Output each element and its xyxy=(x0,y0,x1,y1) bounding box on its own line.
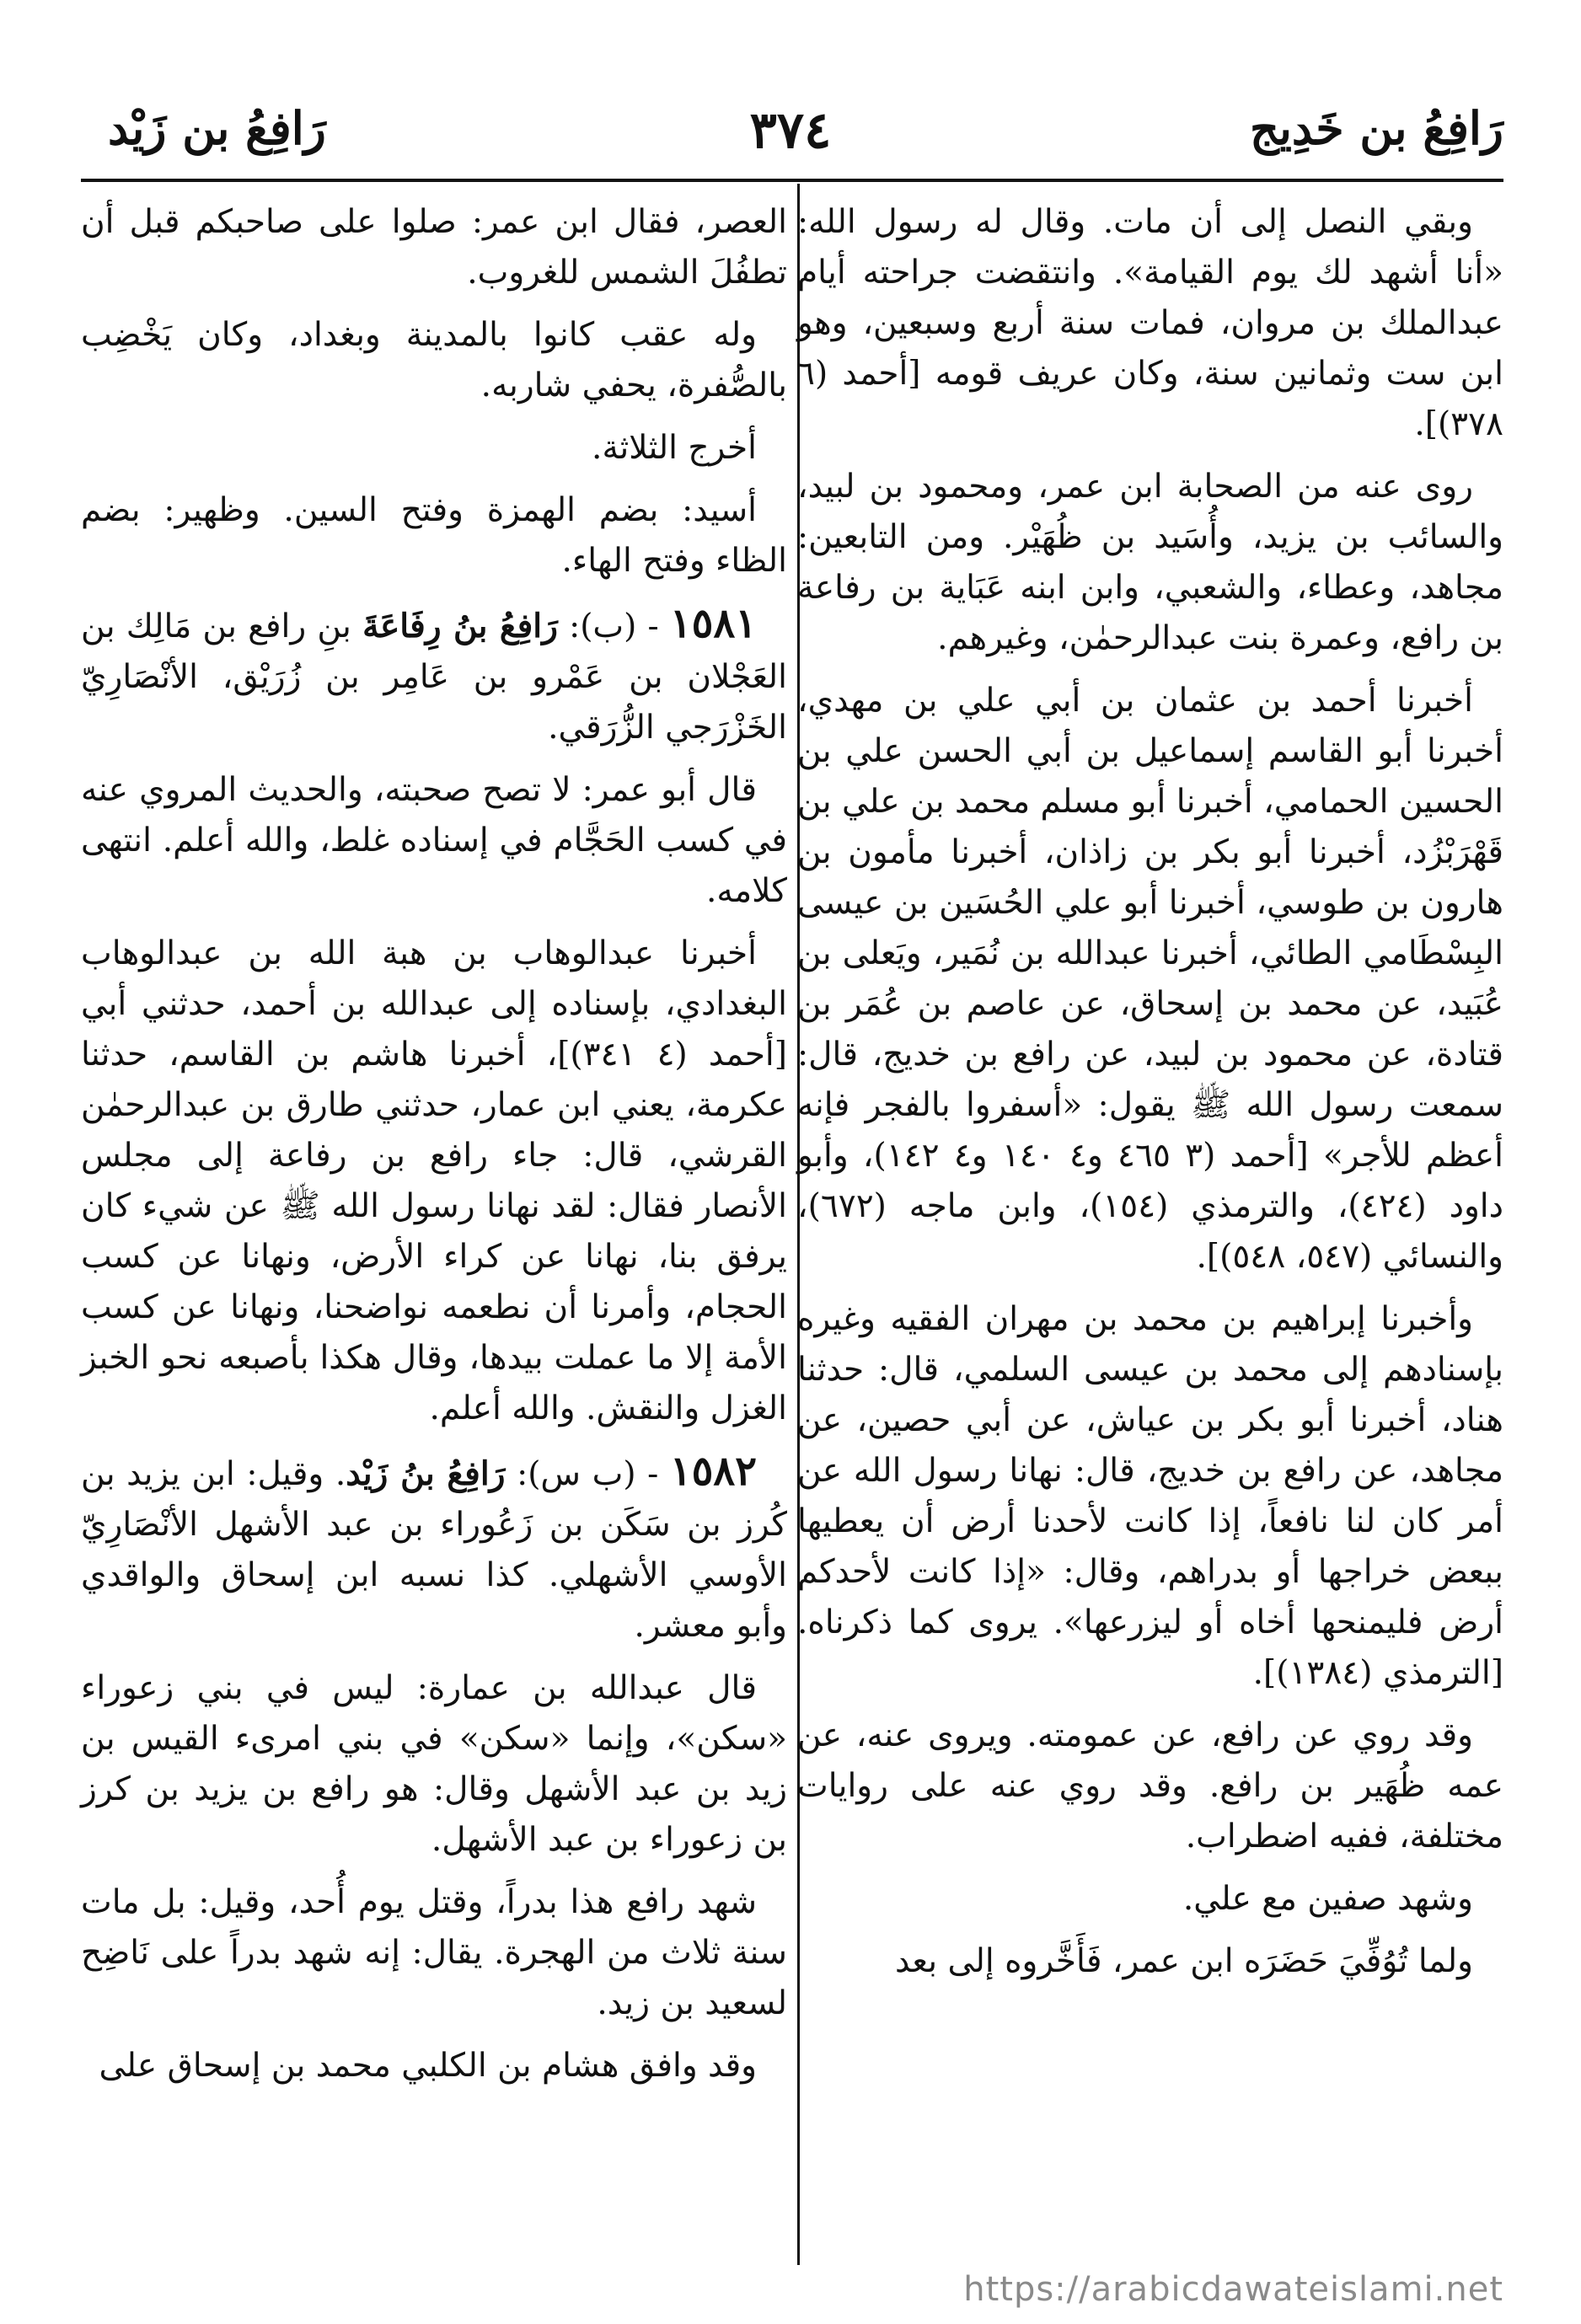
paragraph: أسيد: بضم الهمزة وفتح السين. وظهير: بضم الظاء وفتح الهاء. xyxy=(81,491,787,580)
left-column xyxy=(81,197,787,2103)
page-number: ٣٧٤ xyxy=(749,101,832,160)
page-header xyxy=(0,101,1581,177)
running-title-right: رَافِعُ بن خَدِيج xyxy=(1250,101,1503,155)
paragraph: العصر، فقال ابن عمر: صلوا على صاحبكم قبل أن تطفُلَ الشمس للغروب. xyxy=(81,203,787,292)
paragraph: وبقي النصل إلى أن مات. وقال له رسول الله: «أنا أشهد لك يوم القيامة». وانتقضت جراحته أيام عبدالملك بن مروان، فمات سنة أربع وسبعين، وهو ابن ست وثمانين سنة، وكان عريف قومه [أحمد (٦ ٣٧٨)]. xyxy=(797,203,1503,443)
header-rule xyxy=(81,179,1503,182)
paragraph: قال أبو عمر: لا تصح صحبته، والحديث المروي عنه في كسب الحَجَّام في إسناده غلط، والله أعلم. انتهى كلامه. xyxy=(81,771,787,910)
entry-lineage: بنِ رافع بن مَالِك بن العَجْلان بن عَمْرو بن عَامِر بن زُرَيْق، الأنْصَارِيّ الخَزْرَجي الزُّرَقي. xyxy=(81,608,787,747)
entry-source-code: - (ب): xyxy=(557,608,670,645)
paragraph: وقد وافق هشام بن الكلبي محمد بن إسحاق على xyxy=(99,2047,757,2085)
paragraph: وأخبرنا إبراهيم بن محمد بن مهران الفقيه وغيره بإسنادهم إلى محمد بن عيسى السلمي، قال: حدثنا هناد، أخبرنا أبو بكر بن عياش، عن أبي حصين، عن مجاهد، عن رافع بن خديج، قال: نهانا رسول الله عن أمر كان لنا نافعاً، إذا كانت لأحدنا أرض أن يعطيها ببعض خراجها أو بدراهم، وقال: «إذا كانت لأحدكم أرض فليمنحها أخاه أو ليزرعها». يروى كما ذكرناه. [الترمذي (١٣٨٤)]. xyxy=(797,1300,1503,1692)
entry-source-code: - (ب س): xyxy=(505,1455,670,1493)
paragraph: ولما تُوُفِّيَ حَضَرَه ابن عمر، فَأَخَّروه إلى بعد xyxy=(894,1942,1473,1980)
paragraph: أخرج الثلاثة. xyxy=(592,429,757,467)
right-column xyxy=(797,197,1503,1999)
entry-number: ١٥٨١ xyxy=(669,600,757,647)
entry-name: رَافِعُ بنُ زَيْد xyxy=(346,1454,506,1493)
entry-number: ١٥٨٢ xyxy=(669,1448,757,1495)
paragraph: أخبرنا عبدالوهاب بن هبة الله بن عبدالوهاب البغدادي، بإسناده إلى عبدالله بن أحمد، حدثني أبي [أحمد (٤ ٣٤١)]، أخبرنا هاشم بن القاسم، حدثنا عكرمة، يعني ابن عمار، حدثني طارق بن عبدالرحمٰن القرشي، قال: جاء رافع بن رفاعة إلى مجلس الأنصار فقال: لقد نهانا رسول الله ﷺ عن شيء كان يرفق بنا، نهانا عن كراء الأرض، ونهانا عن كسب الحجام، وأمرنا أن نطعمه نواضحنا، ونهانا عن كسب الأمة إلا ما عملت بيدها، وقال هكذا بأصبعه نحو الخبز الغزل والنقش. والله أعلم. xyxy=(81,934,787,1427)
entry-1582 xyxy=(81,1446,787,1652)
entry-1581 xyxy=(81,598,787,753)
paragraph: وقد روي عن رافع، عن عمومته. ويروى عنه، عن عمه ظُهَير بن رافع. وقد روي عنه على روايات مختلفة، ففيه اضطراب. xyxy=(797,1716,1503,1855)
paragraph: شهد رافع هذا بدراً، وقتل يوم أُحد، وقيل: بل مات سنة ثلاث من الهجرة. يقال: إنه شهد بدراً على نَاضِح لسعيد بن زيد. xyxy=(81,1883,787,2022)
paragraph: روى عنه من الصحابة ابن عمر، ومحمود بن لبيد، والسائب بن يزيد، وأُسَيد بن ظُهَيْر. ومن التابعين: مجاهد، وعطاء، والشعبي، وابن ابنه عَبَاية بن رفاعة بن رافع، وعمرة بنت عبدالرحمٰن، وغيرهم. xyxy=(797,468,1503,657)
running-title-left: رَافِعُ بن زَيْد xyxy=(108,101,326,155)
paragraph: وله عقب كانوا بالمدينة وبغداد، وكان يَخْضِب بالصُّفرة، يحفي شاربه. xyxy=(81,316,787,404)
entry-name: رَافِعُ بنُ رِفَاعَةَ xyxy=(362,607,558,645)
entry-lineage: . وقيل: ابن يزيد بن كُرز بن سَكَن بن زَعُوراء بن عبد الأشهل الأنْصَارِيّ الأوسي الأشهلي. كذا نسبه ابن إسحاق والواقدي وأبو معشر. xyxy=(81,1455,787,1645)
paragraph: قال عبدالله بن عمارة: ليس في بني زعوراء «سكن»، وإنما «سكن» في بني امرىء القيس بن زيد بن عبد الأشهل وقال: هو رافع بن يزيد بن كرز بن زعوراء بن عبد الأشهل. xyxy=(81,1669,787,1859)
paragraph: أخبرنا أحمد بن عثمان بن أبي علي بن مهدي، أخبرنا أبو القاسم إسماعيل بن أبي الحسن علي بن الحسين الحمامي، أخبرنا أبو مسلم محمد بن علي بن قَهْرَبْزُد، أخبرنا أبو بكر بن زاذان، أخبرنا مأمون بن هارون بن طوسي، أخبرنا أبو علي الحُسَين بن عيسى البِسْطَامي الطائي، أخبرنا عبدالله بن نُمَير، ويَعلى بن عُبَيد، عن محمد بن إسحاق، عن عاصم بن عُمَر بن قتادة، عن محمود بن لبيد، عن رافع بن خديج، قال: سمعت رسول الله ﷺ يقول: «أسفروا بالفجر فإنه أعظم للأجر» [أحمد (٣ ٤٦٥ و٤ ١٤٠ و٤ ١٤٢)، وأبو داود (٤٢٤)، والترمذي (١٥٤)، وابن ماجه (٦٧٢)، والنسائي (٥٤٧، ٥٤٨)]. xyxy=(797,682,1503,1276)
paragraph: وشهد صفين مع علي. xyxy=(1182,1880,1473,1918)
source-url-watermark: https://arabicdawateislami.net xyxy=(963,2270,1503,2309)
